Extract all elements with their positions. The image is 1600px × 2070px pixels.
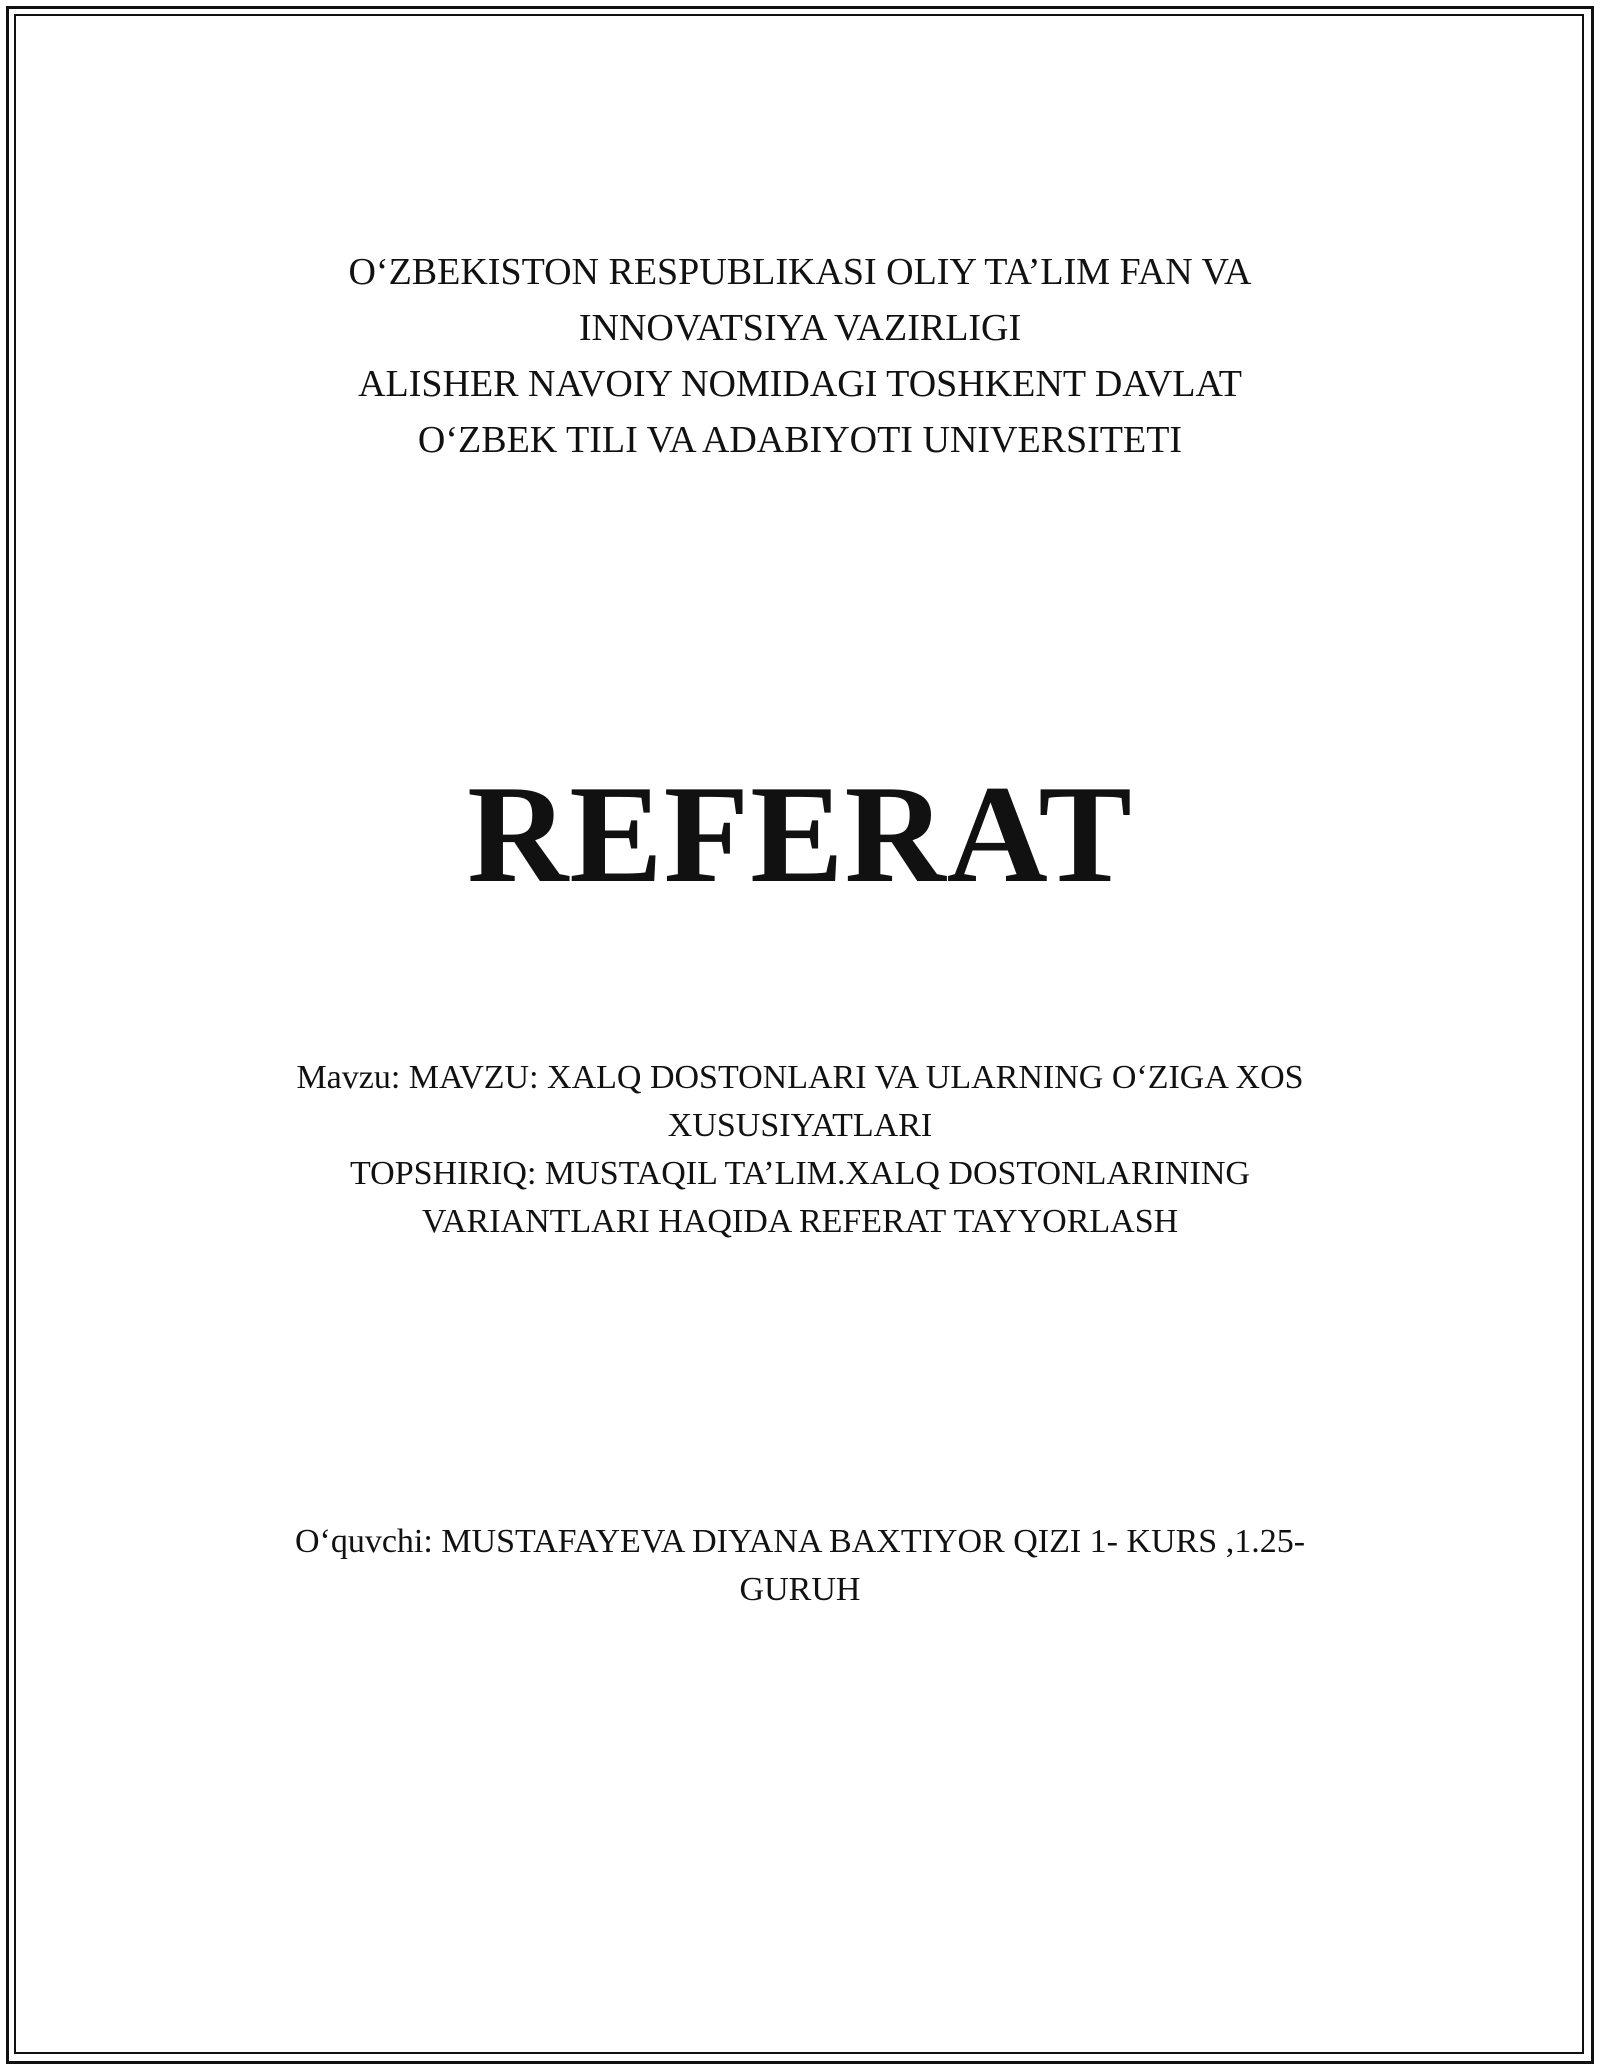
header-line: ALISHER NAVOIY NOMIDAGI TOSHKENT DAVLAT	[358, 363, 1242, 405]
student-line: O‘quvchi: MUSTAFAYEVA DIYANA BAXTIYOR QIZI 1- KURS ,1.25-	[294, 1523, 1306, 1560]
document-title: REFERAT	[467, 757, 1133, 912]
header-line: INNOVATSIYA VAZIRLIGI	[578, 307, 1022, 349]
student-block	[0, 1518, 1600, 1614]
topic-line: XUSUSIYATLARI	[667, 1107, 933, 1144]
student-line: GURUH	[739, 1571, 861, 1608]
assignment-line: VARIANTLARI HAQIDA REFERAT TAYYORLASH	[421, 1203, 1179, 1240]
header-line: O‘ZBEK TILI VA ADABIYOTI UNIVERSITETI	[417, 419, 1183, 461]
topic-block	[0, 1054, 1600, 1246]
institution-header	[0, 244, 1600, 468]
topic-line: Mavzu: MAVZU: XALQ DOSTONLARI VA ULARNING O‘ZIGA XOS	[296, 1059, 1304, 1096]
header-line: O‘ZBEKISTON RESPUBLIKASI OLIY TA’LIM FAN VA	[348, 251, 1252, 293]
assignment-line: TOPSHIRIQ: MUSTAQIL TA’LIM.XALQ DOSTONLARINING	[350, 1155, 1250, 1192]
